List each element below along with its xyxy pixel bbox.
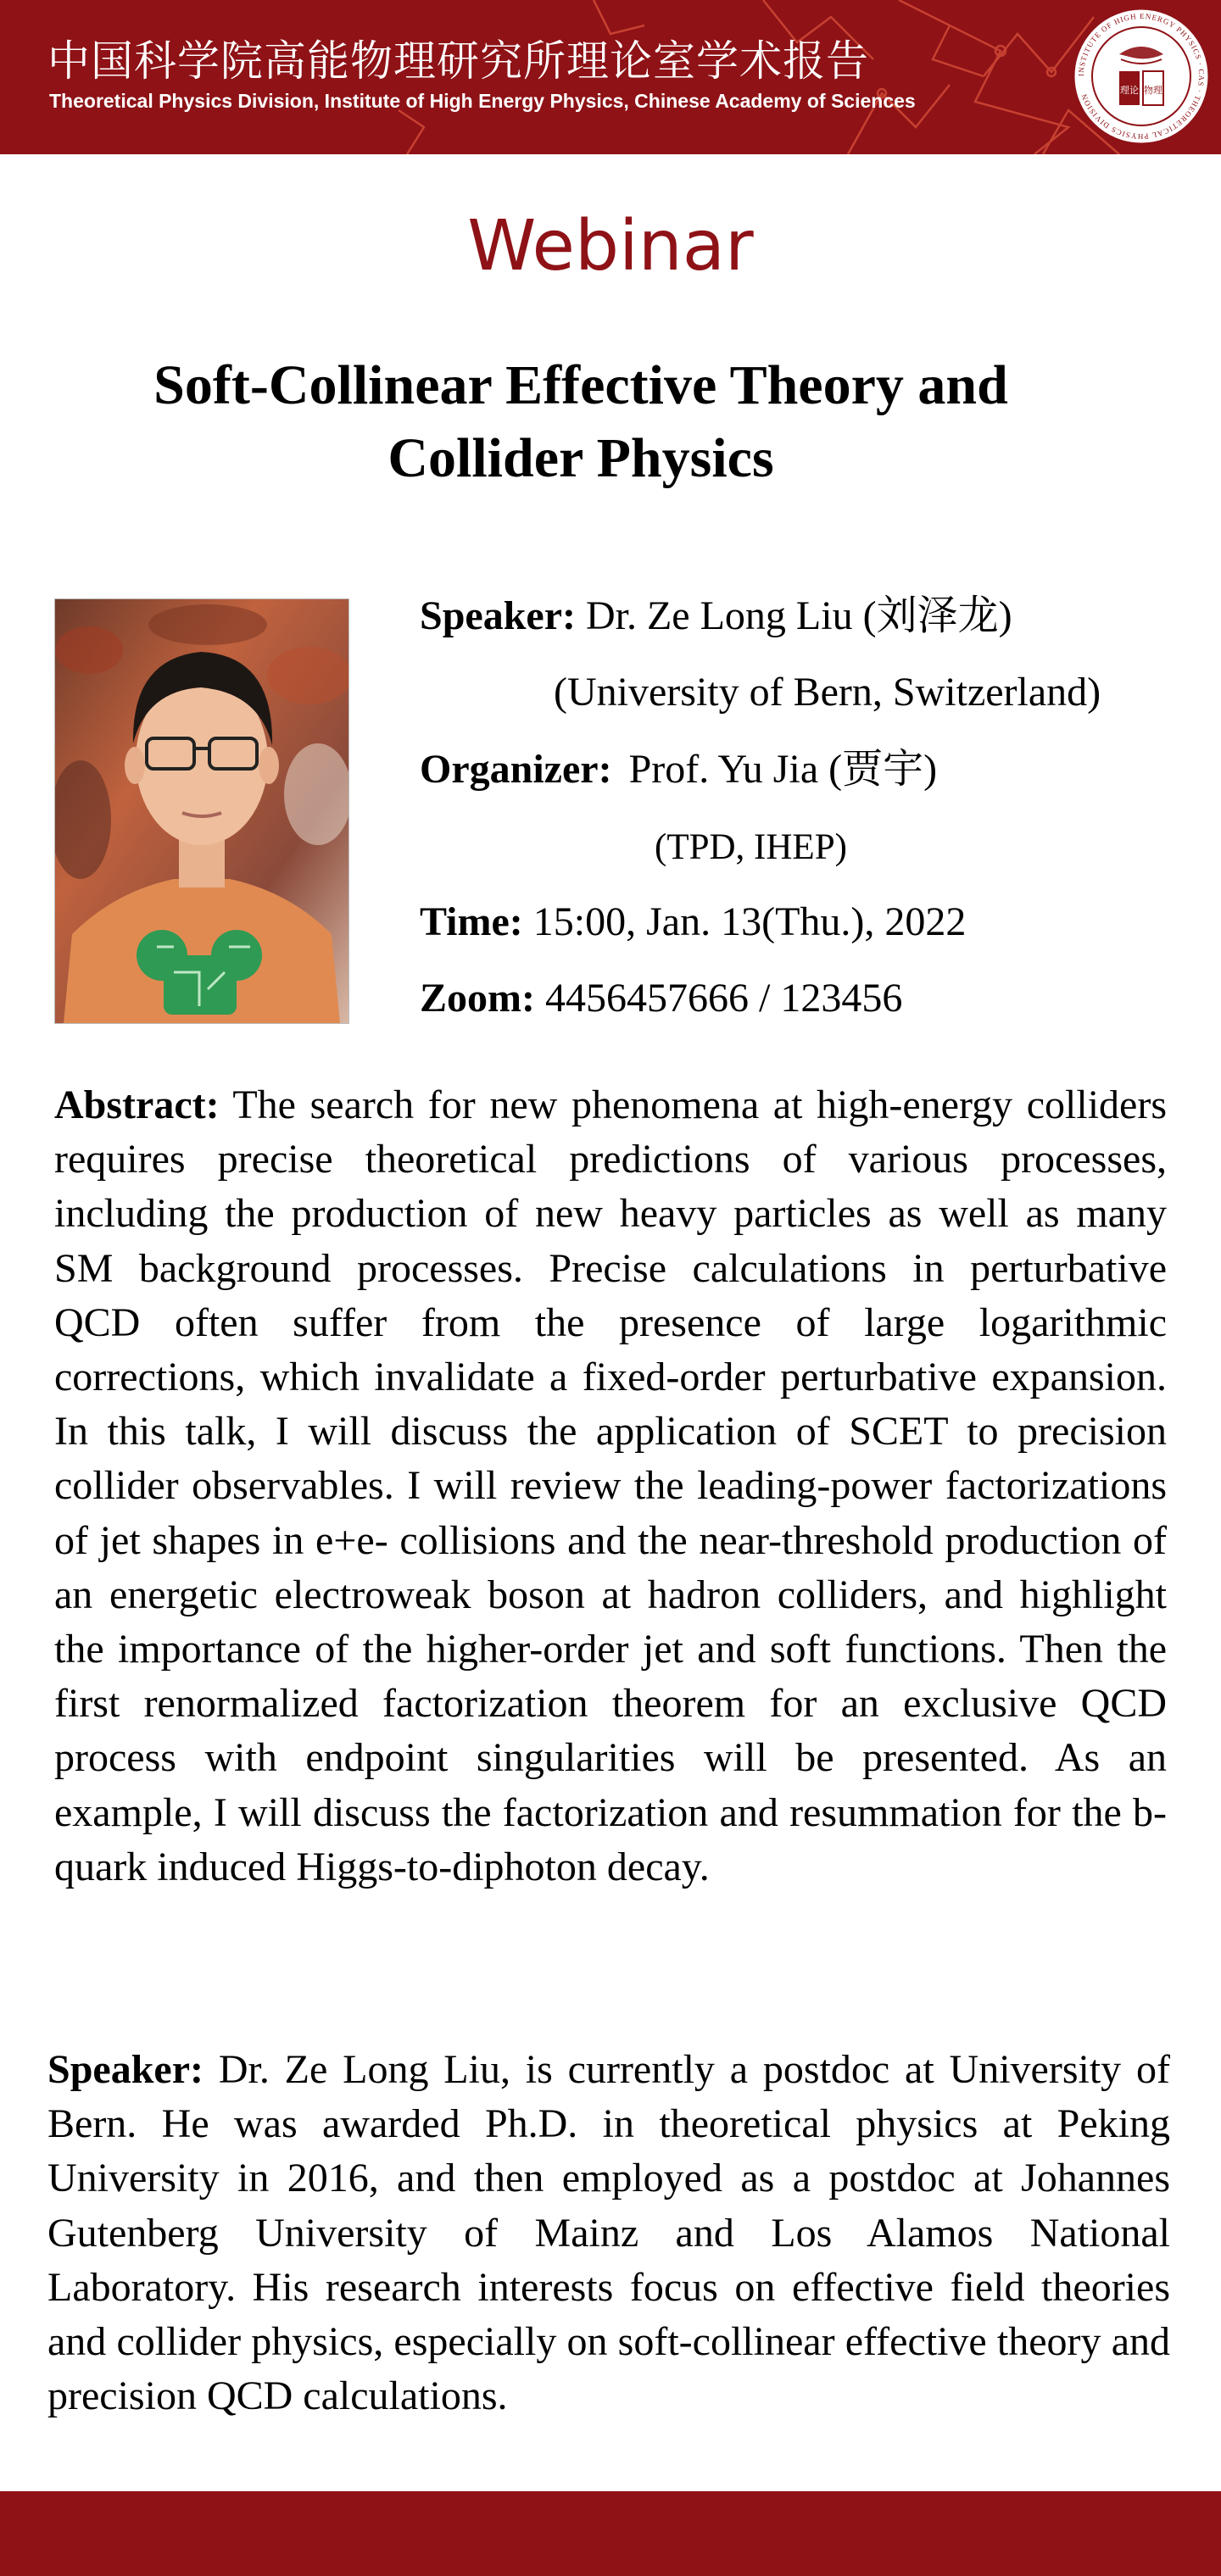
speaker-line [420, 593, 1012, 638]
footer-band [0, 2491, 1221, 2576]
speaker-photo [54, 598, 349, 1024]
abstract-text: The search for new phenomena at high-energy colliders requires precise theoretical predictions of various processes, including the production of new heavy particles as well as many SM background processes. Precise calculations in perturbative QCD often suffer from the presence of large logarithmic corrections, which invalidate a fixed-order perturbative expansion. In this talk, I will discuss the application of SCET to precision collider observables. I will review the leading-power factorizations of jet shapes in e+e- collisions and the near-threshold production of an energetic electroweak boson at hadron colliders, and highlight the importance of the higher-order jet and soft functions. Then the first renormalized factorization theorem for an exclusive QCD process with endpoint singularities will be presented. As an example, I will discuss the factorization and resummation for the b-quark induced Higgs-to-diphoton decay. [54, 1082, 1167, 1889]
event-type-heading: Webinar [467, 206, 754, 287]
speaker-label: Speaker: [420, 593, 576, 638]
svg-text:物理: 物理 [1144, 85, 1162, 96]
speaker-affiliation: (University of Bern, Switzerland) [554, 670, 1101, 715]
organizer-name: Prof. Yu Jia (贾宇) [628, 747, 938, 792]
time-value: 15:00, Jan. 13(Thu.), 2022 [532, 899, 967, 944]
talk-title-line1: Soft-Collinear Effective Theory and [153, 354, 1008, 416]
bio-label: Speaker: [47, 2047, 204, 2092]
header-banner [0, 0, 1221, 154]
talk-title-line2: Collider Physics [387, 427, 774, 489]
talk-title [68, 349, 1094, 495]
svg-text:理论: 理论 [1120, 85, 1139, 96]
abstract-paragraph [54, 1078, 1167, 1894]
speaker-bio-paragraph [47, 2043, 1170, 2423]
organizer-line [420, 749, 937, 790]
zoom-line [420, 978, 902, 1019]
abstract-label: Abstract: [54, 1082, 220, 1127]
zoom-label: Zoom: [420, 976, 535, 1021]
organizer-affiliation: (TPD, IHEP) [655, 827, 847, 867]
institute-seal-icon [1070, 5, 1213, 147]
organizer-label: Organizer: [420, 747, 612, 792]
speaker-name: Dr. Ze Long Liu (刘泽龙) [585, 593, 1012, 638]
time-label: Time: [420, 899, 523, 944]
header-title-cn: 中国科学院高能物理研究所理论室学术报告 [47, 36, 869, 86]
time-line [420, 899, 967, 944]
seal-ring-text: INSTITUTE OF HIGH ENERGY PHYSICS · CAS · THEORETICAL PHYSICS DIVISION [1076, 11, 1207, 142]
header-subtitle-en: Theoretical Physics Division, Institute of High Energy Physics, Chinese Academy of Sciences [49, 90, 916, 112]
bio-text: Dr. Ze Long Liu, is currently a postdoc at University of Bern. He was awarded Ph.D. in theoretical physics at Peking University in 2016, and then employed as a postdoc at Johannes Gutenberg University of Mainz and Los Alamos National Laboratory. His research interests focus on effective field theories and collider physics, especially on soft-collinear effective theory and precision QCD calculations. [47, 2047, 1170, 2419]
zoom-value: 4456457666 / 123456 [544, 976, 903, 1021]
